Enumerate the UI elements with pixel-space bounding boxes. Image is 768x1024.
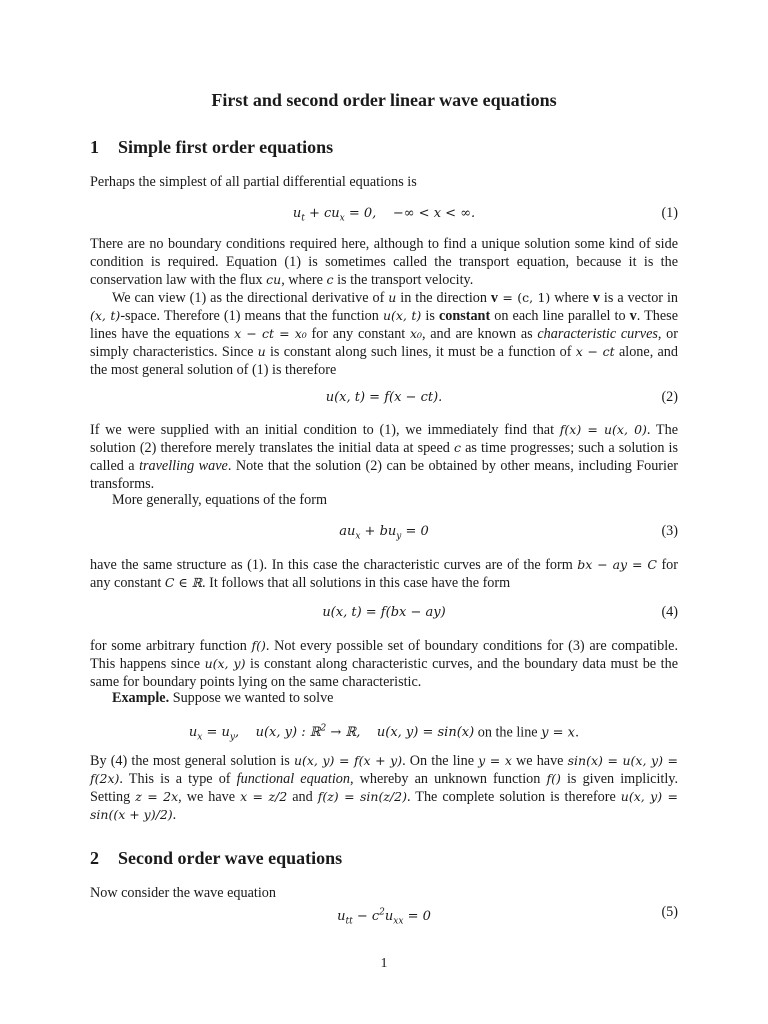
text-run: .	[172, 807, 177, 823]
equation-4-label: (4)	[661, 604, 678, 620]
section-title: Simple first order equations	[118, 137, 334, 157]
text-run: . These lines have the equations	[90, 308, 678, 342]
section-title: Second order wave equations	[118, 848, 343, 868]
math-x0: x₀	[409, 326, 422, 341]
text-run: alone, and the most general solution of (1) is therefore	[90, 344, 678, 378]
text-run: . The solution (2) therefore merely translates the initial data at speed	[90, 422, 678, 456]
equation-6: $u_{tt} - c^2u_{xx} = 0$	[337, 908, 431, 927]
math-uxt: u(x, t)	[382, 308, 422, 323]
math-xt: (x, t)	[90, 308, 121, 323]
equation-1-label: (1)	[661, 205, 678, 221]
section-2-heading	[90, 848, 342, 869]
text-run: . Note that the solution (2) can be obtained by other means, including Fourier transforms.	[90, 458, 678, 492]
text-run: for some arbitrary function	[90, 638, 252, 654]
math-f: f()	[546, 771, 561, 786]
text-run: We can view (1) as the directional derivative of	[112, 290, 389, 306]
text-run: Suppose we wanted to solve	[169, 690, 334, 706]
text-run: , where	[281, 272, 327, 288]
text-run: -space. Therefore (1) means that the function	[120, 308, 383, 324]
text-run: is	[421, 308, 439, 324]
paragraph-1: Perhaps the simplest of all partial differential equations is	[90, 174, 417, 190]
equation-4: u(x, t) = f(bx − ay)	[322, 605, 446, 620]
math-v-def: = (c, 1)	[498, 290, 551, 305]
paper-title: First and second order linear wave equations	[211, 90, 557, 110]
page-number: 1	[380, 956, 388, 971]
section-number: 2	[90, 848, 99, 868]
section-number: 1	[90, 137, 99, 157]
math-s1: u(x, y) = f(x + y)	[293, 753, 403, 768]
math-c: c	[453, 440, 461, 455]
math-s7: u(x, y) = sin((x + y)/2)	[90, 789, 678, 822]
math-u: u	[257, 344, 266, 359]
paragraph-9	[90, 752, 678, 824]
text-run: .	[575, 725, 580, 741]
text-run: is a vector in	[599, 290, 678, 306]
math-f: f()	[251, 638, 266, 653]
text-run: where	[550, 290, 593, 306]
math-fx: f(x) = u(x, 0)	[559, 422, 647, 437]
text-run: By (4) the most general solution is	[90, 753, 294, 769]
text-run: as time progresses; such a solution is called a	[90, 440, 678, 474]
text-run: , we have	[178, 789, 241, 805]
text-run: on the line	[474, 724, 542, 741]
text-run: is given implicitly. Setting	[90, 771, 679, 805]
vector-v: v	[592, 290, 600, 306]
example-label: Example.	[112, 690, 170, 706]
math-s2: y = x	[478, 753, 512, 768]
text-run: . This is a type of	[119, 771, 237, 787]
vector-v: v	[490, 290, 499, 306]
text-run: for any constant	[90, 557, 678, 591]
math-flux: cu	[266, 272, 282, 287]
paragraph-5: More generally, equations of the form	[112, 492, 327, 508]
math-line: y = x	[541, 725, 575, 741]
paragraph-8	[90, 689, 678, 707]
equation-2-label: (2)	[661, 389, 678, 405]
math-uxy: u(x, y)	[204, 656, 246, 671]
italic-travelling-wave: travelling wave	[139, 458, 228, 474]
paragraph-10: Now consider the wave equation	[90, 885, 276, 901]
equation-6-label: (5)	[661, 904, 678, 920]
equation-3: $au_x + bu_y = 0$	[339, 524, 429, 542]
math-s5: x = z/2	[240, 789, 288, 804]
equation-5: $u_x = u_y$, u(x, y) : ℝ$^2$ → ℝ, u(x, y) = sin(x) on the line y = x.	[188, 724, 580, 743]
math-x-ct: x − ct	[575, 344, 615, 359]
text-run: , whereby an unknown function	[349, 771, 547, 787]
math-curve: bx − ay = C	[577, 557, 657, 572]
paragraph-7	[90, 637, 678, 691]
vector-v: v	[629, 308, 637, 324]
text-run: is constant along characteristic curves, and the boundary data must be the same for boundary points lying on the same characteristic.	[90, 656, 678, 690]
equation-1: $u_t + cu_x = 0$, −∞ < x < ∞.	[292, 206, 476, 224]
text-run: . It follows that all solutions in this case have the form	[202, 575, 511, 591]
italic-functional-equation: functional equation	[236, 771, 350, 787]
math-c-in-r: C ∈ ℝ	[164, 575, 203, 590]
math-s3: sin(x) = u(x, y) = f(2x)	[90, 753, 678, 786]
math-line: x − ct = x₀	[234, 326, 307, 341]
equation-2: u(x, t) = f(x − ct).	[325, 390, 443, 405]
paragraph-2	[90, 235, 678, 289]
text-run: If we were supplied with an initial condition to (1), we immediately find that	[90, 422, 560, 438]
math-s6: f(z) = sin(z/2)	[317, 789, 407, 804]
text-run: , or simply characteristics. Since	[90, 326, 678, 360]
text-run: is the transport velocity.	[333, 272, 474, 288]
text-run: , and are known as	[422, 326, 538, 342]
text-run: . The complete solution is therefore	[406, 789, 621, 805]
paragraph-3	[90, 289, 678, 379]
italic-characteristic-curves: characteristic curves	[537, 326, 658, 342]
text-run: in the direction	[396, 290, 491, 306]
paragraph-6	[90, 556, 678, 592]
text-run: on each line parallel to	[490, 308, 630, 324]
text-run: and	[287, 789, 318, 805]
equation-3-label: (3)	[661, 523, 678, 539]
text-run: for any constant	[306, 326, 410, 342]
section-1-heading	[90, 137, 333, 158]
text-run: . Not every possible set of boundary conditions for (3) are compatible. This happens since	[90, 638, 678, 672]
bold-constant: constant	[438, 308, 491, 324]
math-u: u	[388, 290, 397, 305]
text-run: have the same structure as (1). In this case the characteristic curves are of the form	[90, 557, 578, 573]
text-run: is constant along such lines, it must be a function of	[265, 344, 576, 360]
text-run: we have	[511, 753, 568, 769]
math-s4: z = 2x	[135, 789, 179, 804]
math-c: c	[326, 272, 334, 287]
text-run: There are no boundary conditions required here, although to find a unique solution some kind of side condition is required. Equation (1) is sometimes called the transport equation, because it is the conservation law with the flux	[90, 236, 678, 288]
text-run: . On the line	[402, 753, 479, 769]
paragraph-4	[90, 421, 678, 493]
